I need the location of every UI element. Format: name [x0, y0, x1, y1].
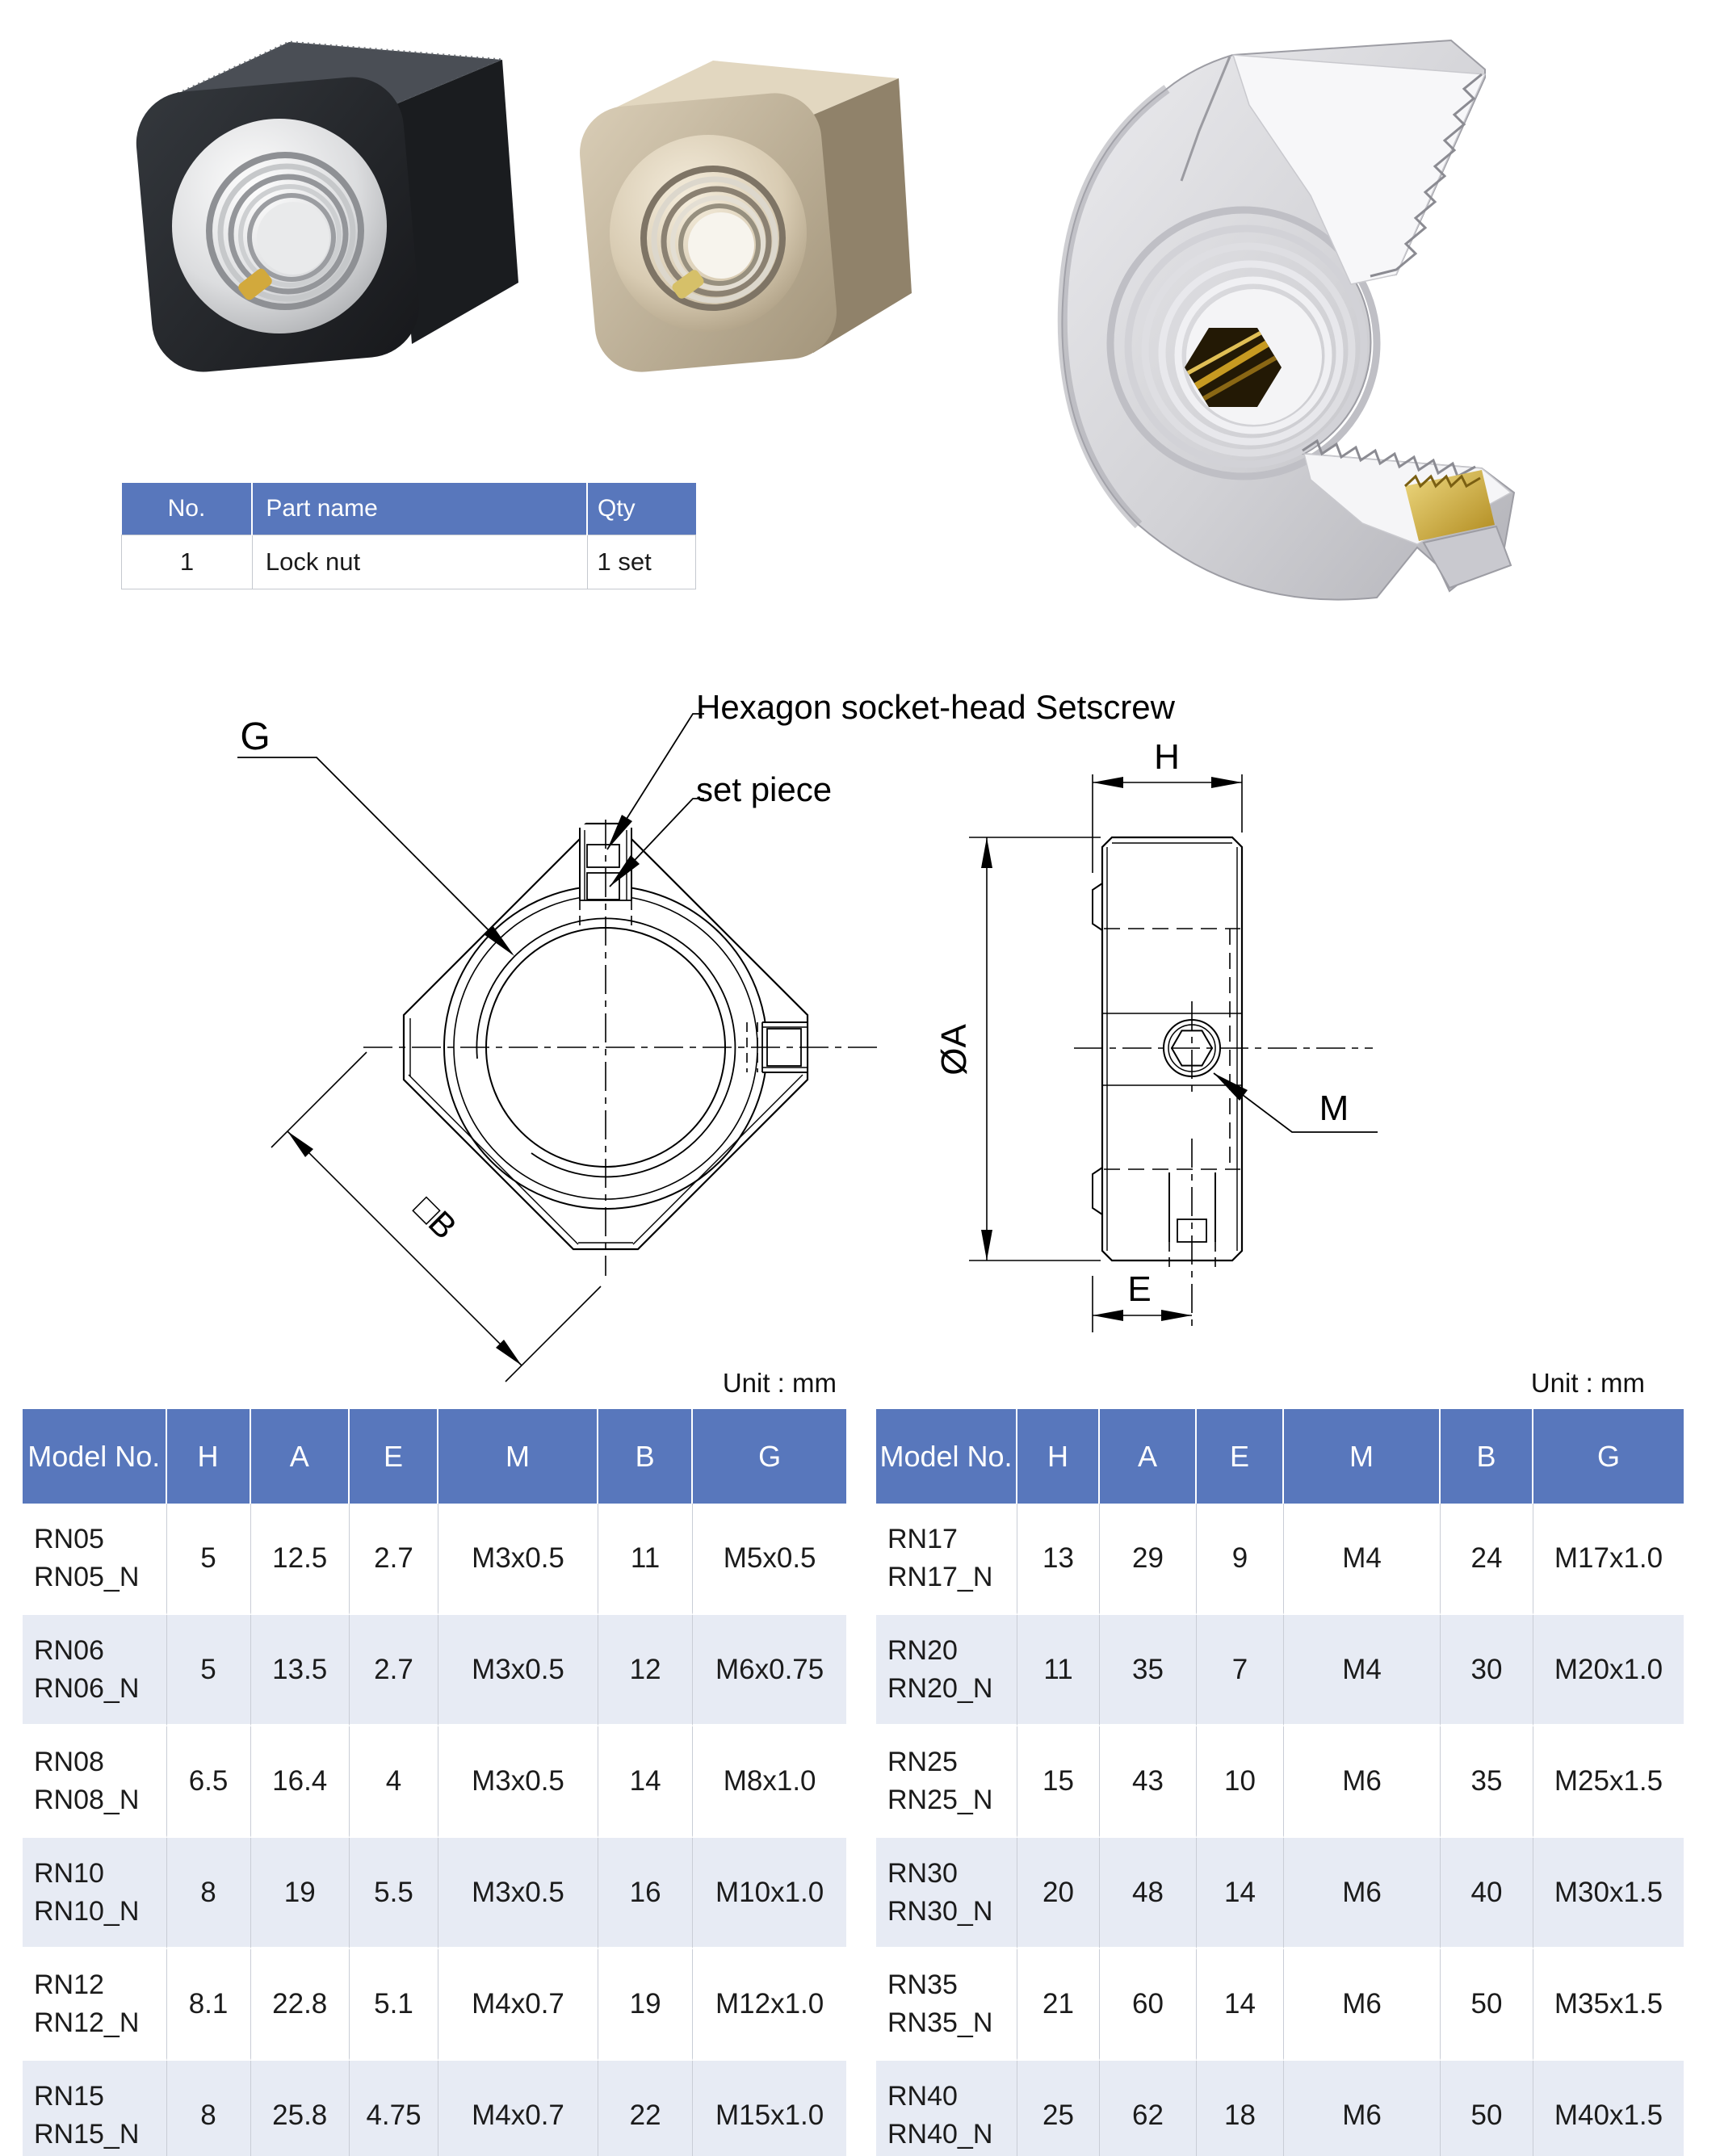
spec-cell-b: 30 [1441, 1615, 1533, 1726]
dim-arrow-icon [1093, 777, 1123, 788]
spec-cell-a: 12.5 [251, 1504, 350, 1615]
spec-cell-g: M25x1.5 [1533, 1726, 1684, 1838]
model-line: RN08_N [34, 1784, 140, 1815]
dim-arrow-icon [1211, 777, 1242, 788]
model-line: RN17_N [887, 1561, 993, 1592]
model-cell [23, 2061, 167, 2156]
col-h: H [167, 1409, 251, 1504]
spec-cell-m: M3x0.5 [438, 1615, 598, 1726]
spec-cell-a: 35 [1100, 1615, 1197, 1726]
parts-col-name: Part name [252, 483, 587, 535]
model-line: RN06_N [34, 1672, 140, 1704]
parts-table-row [122, 535, 696, 589]
spec-cell-m: M6 [1284, 1838, 1441, 1949]
label-b: □B [406, 1189, 464, 1247]
spec-cell-g: M5x0.5 [693, 1504, 846, 1615]
spec-cell-b: 50 [1441, 1949, 1533, 2061]
model-line: RN08 [34, 1746, 104, 1777]
spec-cell-e: 5.5 [350, 1838, 438, 1949]
spec-row [23, 1726, 846, 1838]
label-m: M [1319, 1088, 1349, 1128]
model-line: RN30_N [887, 1895, 993, 1927]
spec-row [23, 1949, 846, 2061]
side-view [969, 774, 1378, 1332]
spec-cell-m: M6 [1284, 2061, 1441, 2156]
model-cell [23, 1949, 167, 2061]
spec-cell-g: M6x0.75 [693, 1615, 846, 1726]
spec-cell-a: 29 [1100, 1504, 1197, 1615]
spec-cell-b: 24 [1441, 1504, 1533, 1615]
spec-cell-e: 14 [1197, 1949, 1284, 2061]
spec-row [23, 2061, 846, 2156]
spec-cell-h: 8 [167, 1838, 251, 1949]
spec-cell-b: 35 [1441, 1726, 1533, 1838]
spec-cell-h: 13 [1017, 1504, 1100, 1615]
black-locknut-photo [121, 15, 541, 378]
model-line: RN40 [887, 2080, 958, 2112]
dia-a-dimension [969, 837, 1101, 1260]
spec-cell-e: 9 [1197, 1504, 1284, 1615]
spec-cell-g: M20x1.0 [1533, 1615, 1684, 1726]
spec-cell-a: 60 [1100, 1949, 1197, 2061]
spec-cell-b: 40 [1441, 1838, 1533, 1949]
spec-cell-g: M35x1.5 [1533, 1949, 1684, 2061]
label-g: G [240, 715, 271, 758]
spec-cell-g: M10x1.0 [693, 1838, 846, 1949]
spec-cell-m: M4x0.7 [438, 1949, 598, 2061]
model-cell [23, 1615, 167, 1726]
m-leader-line [1214, 1073, 1378, 1132]
model-line: RN06 [34, 1634, 104, 1666]
col-e: E [350, 1409, 438, 1504]
spec-cell-h: 8.1 [167, 1949, 251, 2061]
spec-row [876, 1615, 1684, 1726]
unit-label-right: Unit : mm [1530, 1368, 1645, 1398]
spec-cell-e: 5.1 [350, 1949, 438, 2061]
dim-arrow-icon [981, 837, 992, 868]
spec-cell-m: M4 [1284, 1504, 1441, 1615]
spec-cell-g: M30x1.5 [1533, 1838, 1684, 1949]
spec-cell-h: 15 [1017, 1726, 1100, 1838]
col-g: G [1533, 1409, 1684, 1504]
model-line: RN12_N [34, 2007, 140, 2038]
parts-col-qty: Qty [587, 483, 695, 535]
spec-cell-a: 25.8 [251, 2061, 350, 2156]
col-g: G [693, 1409, 846, 1504]
spec-cell-e: 14 [1197, 1838, 1284, 1949]
model-line: RN25 [887, 1746, 958, 1777]
spec-cell-e: 7 [1197, 1615, 1284, 1726]
model-cell [876, 1726, 1017, 1838]
spec-cell-b: 11 [598, 1504, 693, 1615]
model-line: RN15_N [34, 2118, 140, 2150]
spec-cell-h: 8 [167, 2061, 251, 2156]
spec-cell-a: 43 [1100, 1726, 1197, 1838]
spec-cell-m: M6 [1284, 1726, 1441, 1838]
spec-cell-e: 2.7 [350, 1504, 438, 1615]
spec-cell-g: M17x1.0 [1533, 1504, 1684, 1615]
part-name: Lock nut [252, 535, 587, 589]
spec-cell-a: 48 [1100, 1838, 1197, 1949]
spec-cell-m: M4x0.7 [438, 2061, 598, 2156]
model-line: RN15 [34, 2080, 104, 2112]
model-line: RN20_N [887, 1672, 993, 1704]
spec-cell-m: M3x0.5 [438, 1838, 598, 1949]
model-cell [23, 1504, 167, 1615]
model-line: RN40_N [887, 2118, 993, 2150]
spec-cell-h: 5 [167, 1615, 251, 1726]
spec-row [876, 1949, 1684, 2061]
spec-cell-b: 50 [1441, 2061, 1533, 2156]
col-m: M [438, 1409, 598, 1504]
spec-row [23, 1504, 846, 1615]
dim-arrow-icon [1161, 1310, 1192, 1321]
model-cell [876, 1615, 1017, 1726]
spec-row [876, 1838, 1684, 1949]
model-line: RN20 [887, 1634, 958, 1666]
dim-arrow-icon [981, 1230, 992, 1260]
nickel-locknut-photo [569, 36, 925, 384]
spec-cell-b: 16 [598, 1838, 693, 1949]
nut-bore [688, 212, 754, 279]
col-m: M [1284, 1409, 1441, 1504]
model-cell [876, 1504, 1017, 1615]
front-view [237, 714, 880, 1382]
callout-setscrew: Hexagon socket-head Setscrew [696, 688, 1175, 726]
model-line: RN12 [34, 1969, 104, 2000]
model-line: RN10 [34, 1857, 104, 1889]
model-line: RN25_N [887, 1784, 993, 1815]
spec-cell-a: 62 [1100, 2061, 1197, 2156]
model-line: RN10_N [34, 1895, 140, 1927]
parts-table [121, 483, 696, 589]
spec-cell-e: 2.7 [350, 1615, 438, 1726]
model-cell [23, 1726, 167, 1838]
spec-cell-a: 19 [251, 1838, 350, 1949]
spec-cell-b: 19 [598, 1949, 693, 2061]
spec-header-row [23, 1409, 846, 1504]
model-line: RN05_N [34, 1561, 140, 1592]
col-model: Model No. [23, 1409, 167, 1504]
spec-cell-g: M40x1.5 [1533, 2061, 1684, 2156]
parts-table-header-row [122, 483, 696, 535]
spec-cell-g: M8x1.0 [693, 1726, 846, 1838]
col-h: H [1017, 1409, 1100, 1504]
model-line: RN35_N [887, 2007, 993, 2038]
label-h: H [1154, 737, 1180, 777]
model-line: RN35 [887, 1969, 958, 2000]
label-dia-a: ØA [934, 1024, 974, 1076]
part-qty: 1 set [587, 535, 695, 589]
h-dimension [1093, 774, 1242, 873]
spec-cell-b: 12 [598, 1615, 693, 1726]
spec-cell-h: 25 [1017, 2061, 1100, 2156]
model-line: RN30 [887, 1857, 958, 1889]
spec-cell-a: 16.4 [251, 1726, 350, 1838]
model-cell [876, 1949, 1017, 2061]
dim-arrow-icon [1093, 1310, 1123, 1321]
spec-cell-m: M6 [1284, 1949, 1441, 2061]
spec-cell-h: 21 [1017, 1949, 1100, 2061]
col-b: B [598, 1409, 693, 1504]
model-cell [876, 1838, 1017, 1949]
spec-row [876, 2061, 1684, 2156]
spec-cell-h: 5 [167, 1504, 251, 1615]
spec-cell-h: 6.5 [167, 1726, 251, 1838]
model-line: RN17 [887, 1523, 958, 1554]
spec-cell-a: 13.5 [251, 1615, 350, 1726]
spec-row [876, 1504, 1684, 1615]
spec-table-right [876, 1409, 1684, 2156]
spec-cell-b: 14 [598, 1726, 693, 1838]
col-a: A [1100, 1409, 1197, 1504]
spec-cell-m: M4 [1284, 1615, 1441, 1726]
callout-set-piece: set piece [696, 770, 833, 808]
spec-cell-e: 10 [1197, 1726, 1284, 1838]
col-b: B [1441, 1409, 1533, 1504]
col-model: Model No. [876, 1409, 1017, 1504]
model-line: RN05 [34, 1523, 104, 1554]
spec-cell-g: M12x1.0 [693, 1949, 846, 2061]
spec-cell-m: M3x0.5 [438, 1504, 598, 1615]
spec-cell-m: M3x0.5 [438, 1726, 598, 1838]
spec-cell-a: 22.8 [251, 1949, 350, 2061]
unit-label-left: Unit : mm [722, 1368, 837, 1398]
spec-row [876, 1726, 1684, 1838]
spec-cell-e: 4 [350, 1726, 438, 1838]
spec-cell-h: 11 [1017, 1615, 1100, 1726]
spec-row [23, 1615, 846, 1726]
col-a: A [251, 1409, 350, 1504]
parts-col-no: No. [122, 483, 253, 535]
g-leader-line [237, 757, 512, 954]
nut-bore [257, 202, 329, 275]
spec-cell-b: 22 [598, 2061, 693, 2156]
cutaway-render-photo [997, 8, 1554, 638]
model-cell [876, 2061, 1017, 2156]
model-cell [23, 1838, 167, 1949]
spec-cell-e: 18 [1197, 2061, 1284, 2156]
label-e: E [1127, 1269, 1152, 1309]
spec-header-row [876, 1409, 1684, 1504]
part-no: 1 [122, 535, 253, 589]
spec-cell-g: M15x1.0 [693, 2061, 846, 2156]
technical-drawing [0, 630, 1720, 1429]
spec-row [23, 1838, 846, 1949]
col-e: E [1197, 1409, 1284, 1504]
spec-cell-h: 20 [1017, 1838, 1100, 1949]
spec-cell-e: 4.75 [350, 2061, 438, 2156]
spec-table-left [23, 1409, 846, 2156]
